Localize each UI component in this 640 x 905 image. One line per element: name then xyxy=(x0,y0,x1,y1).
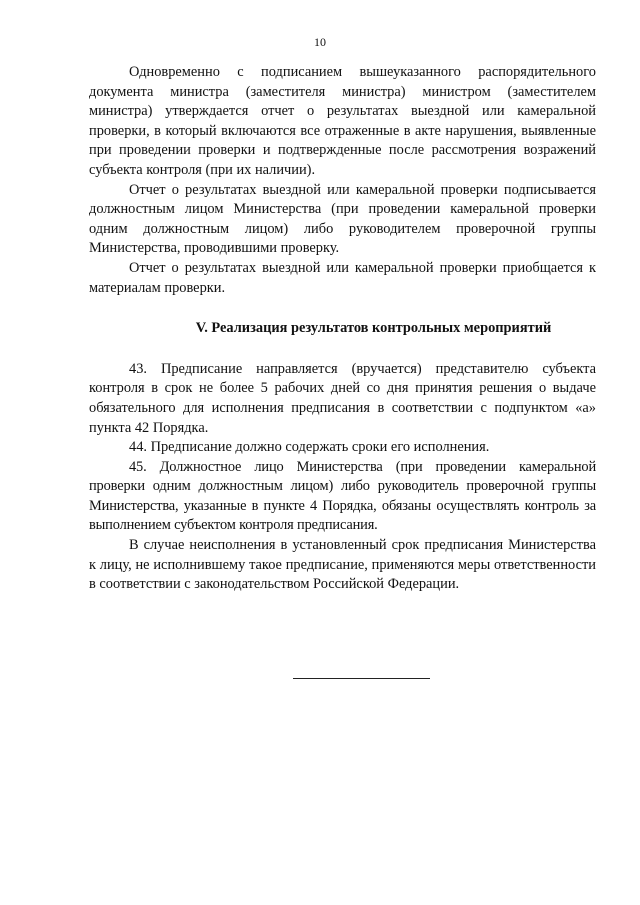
section-heading: V. Реализация результатов контрольных мероприятий xyxy=(195,320,552,337)
paragraph-non-compliance: В случае неисполнения в установленный срок предписания Министерства к лицу, не исполнившему такое предписание, применяются меры ответственности в соответствии с законодательством Российской Федерации. xyxy=(89,537,596,593)
paragraph-item-43: 43. Предписание направляется (вручается) представителю субъекта контроля в срок не более 5 рабочих дней со дня принятия решения о выдаче обязательного для исполнения предписания в соответствии с подпунктом «а» пункта 42 Порядка. xyxy=(89,360,596,436)
paragraph-item-45: 45. Должностное лицо Министерства (при проведении камеральной проверки одним должностным лицом) либо руководитель проверочной группы Министерства, указанные в пункте 4 Порядка, обязаны осуществлять контроль за выполнением субъектом контроля предписания. xyxy=(89,458,596,534)
page-number: 10 xyxy=(314,35,326,49)
document-body xyxy=(89,63,596,595)
end-of-document-line xyxy=(293,678,430,679)
paragraph-signing-report: Одновременно с подписанием вышеуказанного распорядительного документа министра (заместителя министра) министром (заместителем министра) утверждается отчет о результатах выездной или камеральной проверки, в который включаются все отраженные в акте нарушения, выявленные при проведении проверки и подтвержденные после рассмотрения возражений субъекта контроля (при их наличии). xyxy=(89,64,596,178)
paragraph-report-signature: Отчет о результатах выездной или камеральной проверки подписывается должностным лицом Министерства (при проведении камеральной проверки одним должностным лицом) либо руководителем проверочной группы Министерства, проводившими проверку. xyxy=(89,181,596,257)
paragraph-report-attachment: Отчет о результатах выездной или камеральной проверки приобщается к материалам проверки. xyxy=(89,259,596,296)
paragraph-item-44: 44. Предписание должно содержать сроки его исполнения. xyxy=(129,439,490,456)
